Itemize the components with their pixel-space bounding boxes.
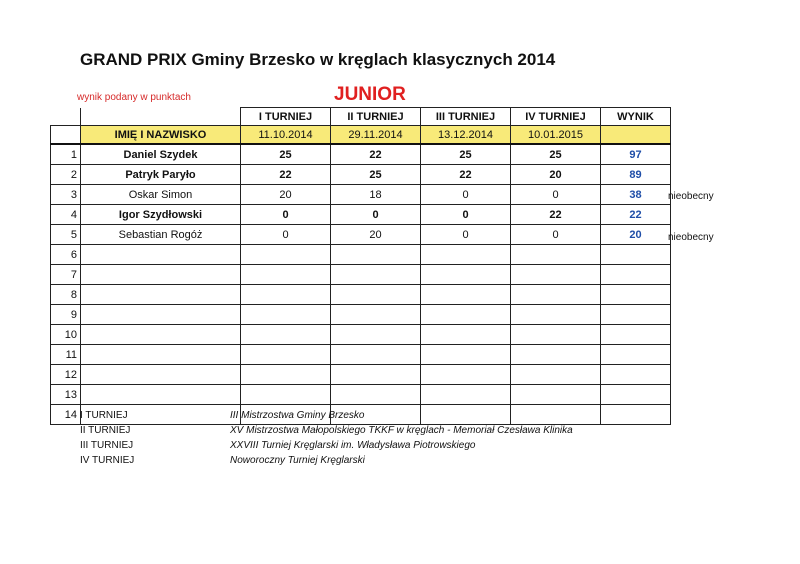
total-score bbox=[601, 265, 671, 285]
score-t2: 0 bbox=[331, 205, 421, 225]
row-number: 13 bbox=[51, 385, 81, 405]
score-t3: 22 bbox=[421, 165, 511, 185]
score-t3: 0 bbox=[421, 185, 511, 205]
score-t1: 0 bbox=[241, 205, 331, 225]
table-row bbox=[51, 285, 671, 305]
legend-row bbox=[80, 423, 573, 438]
legend-row bbox=[80, 408, 573, 423]
player-name: Igor Szydłowski bbox=[81, 205, 241, 225]
row-number: 2 bbox=[51, 165, 81, 185]
total-score bbox=[601, 285, 671, 305]
table-row bbox=[51, 205, 671, 225]
score-t3 bbox=[421, 325, 511, 345]
row-number: 8 bbox=[51, 285, 81, 305]
legend-value: XV Mistrzostwa Małopolskiego TKKF w kręglach - Memoriał Czesława Klinika bbox=[230, 425, 573, 436]
legend-value: XXVIII Turniej Kręglarski im. Władysława Piotrowskiego bbox=[230, 440, 476, 451]
row-number: 10 bbox=[51, 325, 81, 345]
score-t3 bbox=[421, 345, 511, 365]
score-t2 bbox=[331, 345, 421, 365]
player-name bbox=[81, 265, 241, 285]
total-score: 38 bbox=[601, 185, 671, 205]
total-score bbox=[601, 345, 671, 365]
document-title: GRAND PRIX Gminy Brzesko w kręglach klasycznych 2014 bbox=[80, 50, 556, 69]
score-t4: 20 bbox=[511, 165, 601, 185]
row-number: 3 bbox=[51, 185, 81, 205]
row-number: 14 bbox=[51, 405, 81, 425]
score-t2: 25 bbox=[331, 165, 421, 185]
table-row bbox=[51, 144, 671, 165]
score-t2: 22 bbox=[331, 144, 421, 165]
player-name bbox=[81, 365, 241, 385]
date-result bbox=[601, 126, 671, 145]
score-t1 bbox=[241, 385, 331, 405]
player-name bbox=[81, 385, 241, 405]
score-t3: 25 bbox=[421, 144, 511, 165]
score-t3 bbox=[421, 245, 511, 265]
player-name bbox=[81, 325, 241, 345]
score-t4 bbox=[511, 365, 601, 385]
score-t3 bbox=[421, 305, 511, 325]
score-t4 bbox=[511, 385, 601, 405]
score-t2 bbox=[331, 325, 421, 345]
total-score bbox=[601, 385, 671, 405]
row-number: 4 bbox=[51, 205, 81, 225]
score-t1 bbox=[241, 365, 331, 385]
category-label: JUNIOR bbox=[334, 84, 406, 105]
header-name: IMIĘ I NAZWISKO bbox=[81, 126, 241, 145]
legend-key: IV TURNIEJ bbox=[80, 455, 135, 466]
score-t1 bbox=[241, 245, 331, 265]
total-score bbox=[601, 325, 671, 345]
row-number: 7 bbox=[51, 265, 81, 285]
legend-row bbox=[80, 453, 573, 468]
player-name: Patryk Paryło bbox=[81, 165, 241, 185]
row-number: 11 bbox=[51, 345, 81, 365]
table-row bbox=[51, 305, 671, 325]
table-row bbox=[51, 165, 671, 185]
score-t4: 0 bbox=[511, 185, 601, 205]
total-score: 97 bbox=[601, 144, 671, 165]
table-row bbox=[51, 365, 671, 385]
header-t3: III TURNIEJ bbox=[421, 108, 511, 126]
legend-key: I TURNIEJ bbox=[80, 410, 128, 421]
score-t2 bbox=[331, 365, 421, 385]
date-t2: 29.11.2014 bbox=[331, 126, 421, 145]
points-note: wynik podany w punktach bbox=[77, 92, 191, 103]
total-score: 89 bbox=[601, 165, 671, 185]
dates-row bbox=[51, 126, 671, 145]
table-row bbox=[51, 345, 671, 365]
player-name bbox=[81, 285, 241, 305]
row-number: 6 bbox=[51, 245, 81, 265]
score-t1 bbox=[241, 345, 331, 365]
total-score: 20 bbox=[601, 225, 671, 245]
score-t4 bbox=[511, 325, 601, 345]
header-t4: IV TURNIEJ bbox=[511, 108, 601, 126]
score-t4: 0 bbox=[511, 225, 601, 245]
total-score bbox=[601, 365, 671, 385]
score-t3: 0 bbox=[421, 205, 511, 225]
absence-remark: nieobecny bbox=[668, 190, 714, 202]
score-t2: 20 bbox=[331, 225, 421, 245]
score-t1: 20 bbox=[241, 185, 331, 205]
score-t3: 0 bbox=[421, 225, 511, 245]
score-t2 bbox=[331, 245, 421, 265]
player-name: Sebastian Rogóż bbox=[81, 225, 241, 245]
total-score bbox=[601, 405, 671, 425]
score-t1: 22 bbox=[241, 165, 331, 185]
score-t3 bbox=[421, 385, 511, 405]
score-t1 bbox=[241, 305, 331, 325]
player-name bbox=[81, 345, 241, 365]
legend-key: III TURNIEJ bbox=[80, 440, 134, 451]
score-t4: 22 bbox=[511, 205, 601, 225]
score-t4 bbox=[511, 265, 601, 285]
score-t3 bbox=[421, 365, 511, 385]
row-number: 1 bbox=[51, 144, 81, 165]
absence-remark: nieobecny bbox=[668, 231, 714, 243]
header-t1: I TURNIEJ bbox=[241, 108, 331, 126]
row-number: 9 bbox=[51, 305, 81, 325]
player-name: Daniel Szydek bbox=[81, 144, 241, 165]
player-name bbox=[81, 245, 241, 265]
score-t4 bbox=[511, 305, 601, 325]
score-t1: 25 bbox=[241, 144, 331, 165]
tournament-legend bbox=[80, 408, 573, 468]
score-t2 bbox=[331, 285, 421, 305]
player-name bbox=[81, 305, 241, 325]
blank-header-cell bbox=[81, 108, 241, 126]
score-t1: 0 bbox=[241, 225, 331, 245]
legend-row bbox=[80, 438, 573, 453]
score-t2 bbox=[331, 265, 421, 285]
date-t1: 11.10.2014 bbox=[241, 126, 331, 145]
table-row bbox=[51, 265, 671, 285]
total-score bbox=[601, 245, 671, 265]
score-t1 bbox=[241, 285, 331, 305]
total-score: 22 bbox=[601, 205, 671, 225]
score-t3 bbox=[421, 285, 511, 305]
score-t2 bbox=[331, 305, 421, 325]
dates-num-cell bbox=[51, 126, 81, 145]
row-number: 5 bbox=[51, 225, 81, 245]
score-t2: 18 bbox=[331, 185, 421, 205]
legend-value: III Mistrzostwa Gminy Brzesko bbox=[230, 410, 365, 421]
total-score bbox=[601, 305, 671, 325]
score-t4: 25 bbox=[511, 144, 601, 165]
legend-key: II TURNIEJ bbox=[80, 425, 131, 436]
table-row bbox=[51, 245, 671, 265]
score-t4 bbox=[511, 345, 601, 365]
results-table bbox=[50, 107, 671, 425]
header-result: WYNIK bbox=[601, 108, 671, 126]
date-t3: 13.12.2014 bbox=[421, 126, 511, 145]
score-t4 bbox=[511, 245, 601, 265]
legend-value: Noworoczny Turniej Kręglarski bbox=[230, 455, 365, 466]
score-t1 bbox=[241, 325, 331, 345]
score-t4 bbox=[511, 285, 601, 305]
player-name: Oskar Simon bbox=[81, 185, 241, 205]
row-number: 12 bbox=[51, 365, 81, 385]
table-row bbox=[51, 185, 671, 205]
table-row bbox=[51, 325, 671, 345]
score-t2 bbox=[331, 385, 421, 405]
date-t4: 10.01.2015 bbox=[511, 126, 601, 145]
table-row bbox=[51, 385, 671, 405]
table-row bbox=[51, 225, 671, 245]
score-t1 bbox=[241, 265, 331, 285]
header-row bbox=[51, 108, 671, 126]
header-t2: II TURNIEJ bbox=[331, 108, 421, 126]
corner-cell bbox=[51, 108, 81, 126]
score-t3 bbox=[421, 265, 511, 285]
